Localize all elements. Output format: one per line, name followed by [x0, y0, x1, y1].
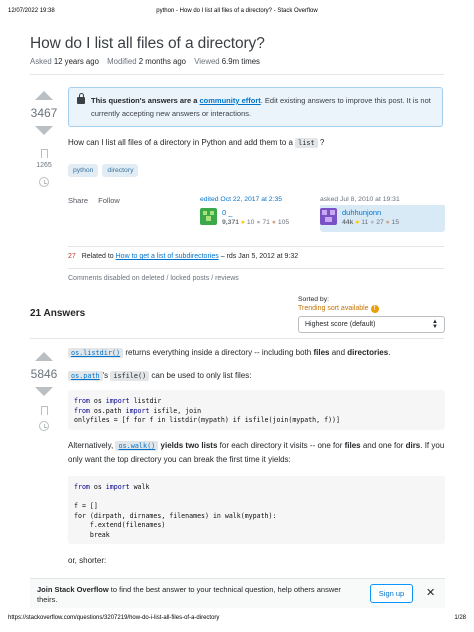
code-line-extend: f.extend(filenames) [74, 521, 166, 529]
asked-time[interactable]: asked Jul 8, 2010 at 19:31 [320, 196, 445, 205]
join-bold: Join Stack Overflow [37, 585, 109, 594]
print-header [8, 8, 466, 18]
code-line-break: break [74, 530, 110, 539]
downvote-icon[interactable] [35, 126, 53, 135]
answer-text-mid: for each directory it visits -- one for [219, 441, 343, 450]
tag-python[interactable]: python [68, 164, 98, 177]
isfile-code: isfile() [110, 371, 149, 381]
code-block-1[interactable] [68, 390, 445, 430]
answers-divider [30, 338, 444, 339]
modified-label: Modified [107, 57, 137, 66]
os-path-link[interactable]: os.path [68, 371, 103, 381]
comment-time: Jan 5, 2012 at 9:32 [238, 253, 299, 260]
share-link[interactable]: Share [68, 196, 89, 205]
trending-sort-text[interactable]: Trending sort available [298, 305, 369, 312]
editor-avatar[interactable] [200, 208, 217, 225]
question-inline-code: list [295, 138, 317, 148]
comment [68, 253, 298, 260]
comment-divider-top [68, 246, 444, 247]
answer-text-end: . [388, 348, 391, 357]
asker-stats: 44k ● 11 ● 27 ● 15 [342, 219, 400, 226]
answer-bold-files-2: files [344, 441, 361, 450]
answers-count: 21 Answers [30, 308, 86, 319]
asker-rep: 44k [342, 219, 354, 226]
code-block-2[interactable] [68, 476, 445, 544]
code-keyword: from [74, 397, 90, 405]
os-walk-link[interactable]: os.walk() [115, 441, 158, 451]
code-line-f: f = [] [74, 502, 98, 510]
info-icon[interactable]: ! [371, 305, 379, 313]
answer-vote-count: 5846 [30, 367, 58, 381]
asker-silver: 27 [376, 219, 384, 226]
asker-avatar[interactable] [320, 208, 337, 225]
question-body-end: ? [319, 138, 325, 147]
join-description: to find the best answer to your technical question, help others answer theirs. [37, 585, 341, 604]
editor-gold: 10 [246, 219, 255, 226]
join-text [37, 585, 357, 605]
join-banner [30, 578, 445, 608]
select-caret-icon: ▲ ▼ [432, 319, 438, 330]
trending-sort[interactable] [298, 305, 379, 313]
sorted-by-label: Sorted by: [298, 296, 329, 303]
post-menu [68, 196, 128, 205]
follow-link[interactable]: Follow [98, 196, 120, 205]
code-line-onlyfiles: onlyfiles = [f for f in listdir(mypath) if isfile(join(mypath, f))] [74, 416, 340, 424]
close-icon[interactable]: ✕ [426, 587, 436, 599]
question-meta [30, 57, 266, 66]
code-text: listdir [129, 397, 162, 405]
code-line-for: for (dirpath, dirnames, filenames) in walk(mypath): [74, 511, 277, 520]
sign-up-button[interactable]: Sign up [370, 584, 413, 603]
answer-bold-yields: yields two lists [160, 441, 218, 450]
print-url: https://stackoverflow.com/questions/3207219/how-do-i-list-all-files-of-a-directory [8, 615, 220, 621]
answer-text-and: and [331, 348, 346, 357]
editor-name[interactable]: 0 _ [222, 208, 233, 217]
answer-text-possessive: 's [102, 371, 109, 380]
lock-icon [77, 97, 85, 104]
code-text: walk [129, 483, 150, 491]
answer-text-and-2: and one for [362, 441, 404, 450]
community-effort-notice [68, 87, 443, 127]
code-keyword: import [105, 483, 130, 491]
answer-line-1 [68, 348, 390, 357]
sort-select[interactable] [298, 316, 445, 333]
notice-prefix: This question's answers are a [91, 96, 198, 105]
asker-name[interactable]: duhhunjonn [342, 208, 382, 217]
answer-votecell [24, 352, 64, 431]
answer-line-3 [68, 439, 448, 467]
code-keyword: from [74, 483, 90, 491]
answer-bold-files: files [313, 348, 330, 357]
or-shorter-text: or, shorter: [68, 556, 107, 565]
comments-disabled-text: Comments disabled on deleted / locked posts / reviews [68, 275, 239, 282]
answer-text: returns everything inside a directory -- including both [125, 348, 312, 357]
question-votecell [24, 91, 64, 187]
bookmark-count: 1265 [36, 162, 52, 169]
asker-bronze: 15 [391, 219, 400, 226]
print-title: python - How do I list all files of a directory? - Stack Overflow [156, 8, 318, 14]
code-keyword: from [74, 406, 90, 415]
code-keyword: import [105, 397, 130, 405]
answer-bold-dirs: directories [347, 348, 389, 357]
editor-bronze: 105 [277, 219, 290, 226]
code-keyword: import [125, 406, 150, 415]
editor-silver: 71 [262, 219, 270, 226]
question-vote-count: 3467 [30, 106, 58, 120]
answer-text-alt: Alternatively, [68, 441, 114, 450]
asked-card [320, 196, 445, 232]
print-page-number: 1/28 [454, 615, 466, 621]
asker-gold: 11 [361, 219, 369, 226]
answer-downvote-icon[interactable] [35, 387, 53, 396]
comment-score: 27 [68, 253, 76, 260]
sort-select-value: Highest score (default) [305, 321, 376, 328]
tag-directory[interactable]: directory [102, 164, 138, 177]
asked-value[interactable]: 12 years ago [53, 57, 99, 66]
code-text: os [89, 397, 106, 405]
answer-bold-dirs-2: dirs [405, 441, 421, 450]
code-text: os.path [89, 406, 126, 415]
comment-dash: – [220, 253, 225, 260]
editor-rep: 9,371 [222, 219, 240, 226]
answer-text-end-2: . If you only want the top directory you can break the first time it yields: [68, 441, 445, 464]
title-divider [30, 74, 444, 75]
viewed-label: Viewed [194, 57, 220, 66]
bookmark-icon[interactable] [41, 149, 48, 158]
os-listdir-link[interactable]: os.listdir() [68, 348, 123, 358]
question-body [68, 138, 324, 147]
question-title[interactable]: How do I list all files of a directory? [30, 35, 265, 52]
answer-upvote-icon[interactable] [35, 352, 53, 361]
code-text: os [89, 483, 106, 491]
viewed-value: 6.9m times [221, 57, 260, 66]
answer-text-isfile: can be used to only list files: [151, 371, 252, 380]
code-text: isfile, join [149, 406, 202, 415]
edited-time[interactable]: edited Oct 22, 2017 at 2:35 [200, 196, 283, 203]
print-footer [8, 615, 466, 621]
answer-bookmark-icon[interactable] [41, 406, 48, 415]
history-icon[interactable] [39, 177, 49, 187]
comment-divider-bottom [68, 268, 444, 269]
print-datetime: 12/07/2022 19:38 [8, 8, 55, 14]
notice-suffix: . Edit existing answers to improve this post. It is not currently accepting new answers or interactions. [91, 96, 431, 118]
comment-link[interactable]: How to get a list of subdirectories [115, 253, 219, 260]
comment-user[interactable]: rds [226, 253, 237, 260]
community-effort-link[interactable]: community effort [199, 96, 261, 105]
upvote-icon[interactable] [35, 91, 53, 100]
edited-card [200, 196, 289, 226]
answer-history-icon[interactable] [39, 421, 49, 431]
asked-label: Asked [30, 57, 52, 66]
question-body-text: How can I list all files of a directory in Python and add them to a [68, 138, 294, 147]
editor-stats: 9,371 ● 10 ● 71 ● 105 [222, 219, 290, 226]
comment-prefix: Related to [81, 253, 114, 260]
answer-line-2 [68, 371, 251, 380]
question-tags [68, 164, 138, 177]
modified-value[interactable]: 2 months ago [138, 57, 187, 66]
